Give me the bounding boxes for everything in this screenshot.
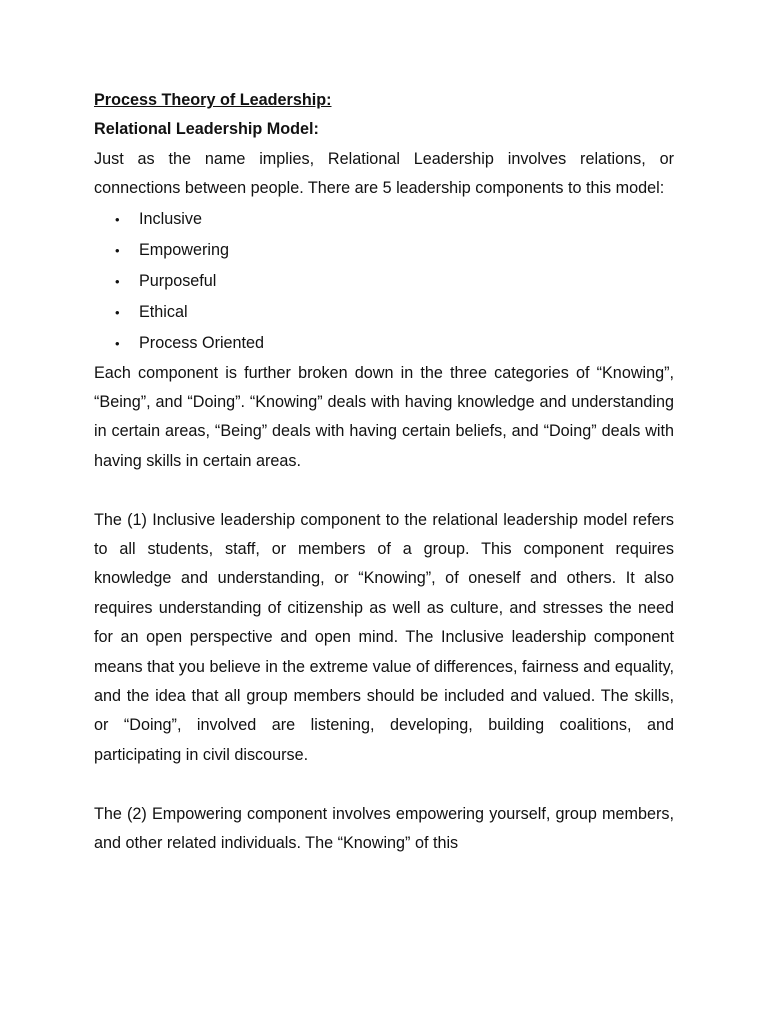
list-item [94, 235, 674, 266]
list-item [94, 204, 674, 235]
list-item-label: Ethical [139, 302, 188, 321]
list-item-label: Process Oriented [139, 333, 265, 352]
empowering-paragraph: The (2) Empowering component involves empowering yourself, group members, and other related individuals. The “Knowing” of this [94, 804, 674, 853]
list-item-label: Inclusive [139, 209, 202, 228]
document-title: Process Theory of Leadership: [94, 91, 332, 109]
list-item-label: Purposeful [139, 271, 217, 290]
bullet-icon: • [115, 304, 120, 320]
list-item [94, 297, 674, 328]
section-heading: Relational Leadership Model: [94, 120, 319, 139]
bullet-icon: • [115, 273, 120, 289]
categories-paragraph: Each component is further broken down in the three categories of “Knowing”, “Being”, and “Doing”. “Knowing” deals with having knowledge and understanding in certain areas, “Being” deals with having certain beliefs, and “Doing” deals with having skills in certain areas. [94, 363, 674, 470]
bullet-icon: • [115, 335, 120, 351]
components-list [94, 204, 674, 359]
list-item-label: Empowering [139, 240, 229, 259]
document-page [94, 86, 674, 859]
inclusive-paragraph: The (1) Inclusive leadership component to the relational leadership model refers to all students, staff, or members of a group. This component requires knowledge and understanding, or “Knowing”, of oneself and others. It also requires understanding of citizenship as well as culture, and stresses the need for an open perspective and open mind. The Inclusive leadership component means that you believe in the extreme value of differences, fairness and equality, and the idea that all group members should be included and valued. The skills, or “Doing”, involved are listening, developing, building coalitions, and participating in civil discourse. [94, 510, 674, 764]
list-item [94, 266, 674, 297]
intro-paragraph: Just as the name implies, Relational Leadership involves relations, or connections between people. There are 5 leadership components to this model: [94, 149, 674, 198]
bullet-icon: • [115, 211, 120, 227]
list-item [94, 328, 674, 359]
bullet-icon: • [115, 242, 120, 258]
